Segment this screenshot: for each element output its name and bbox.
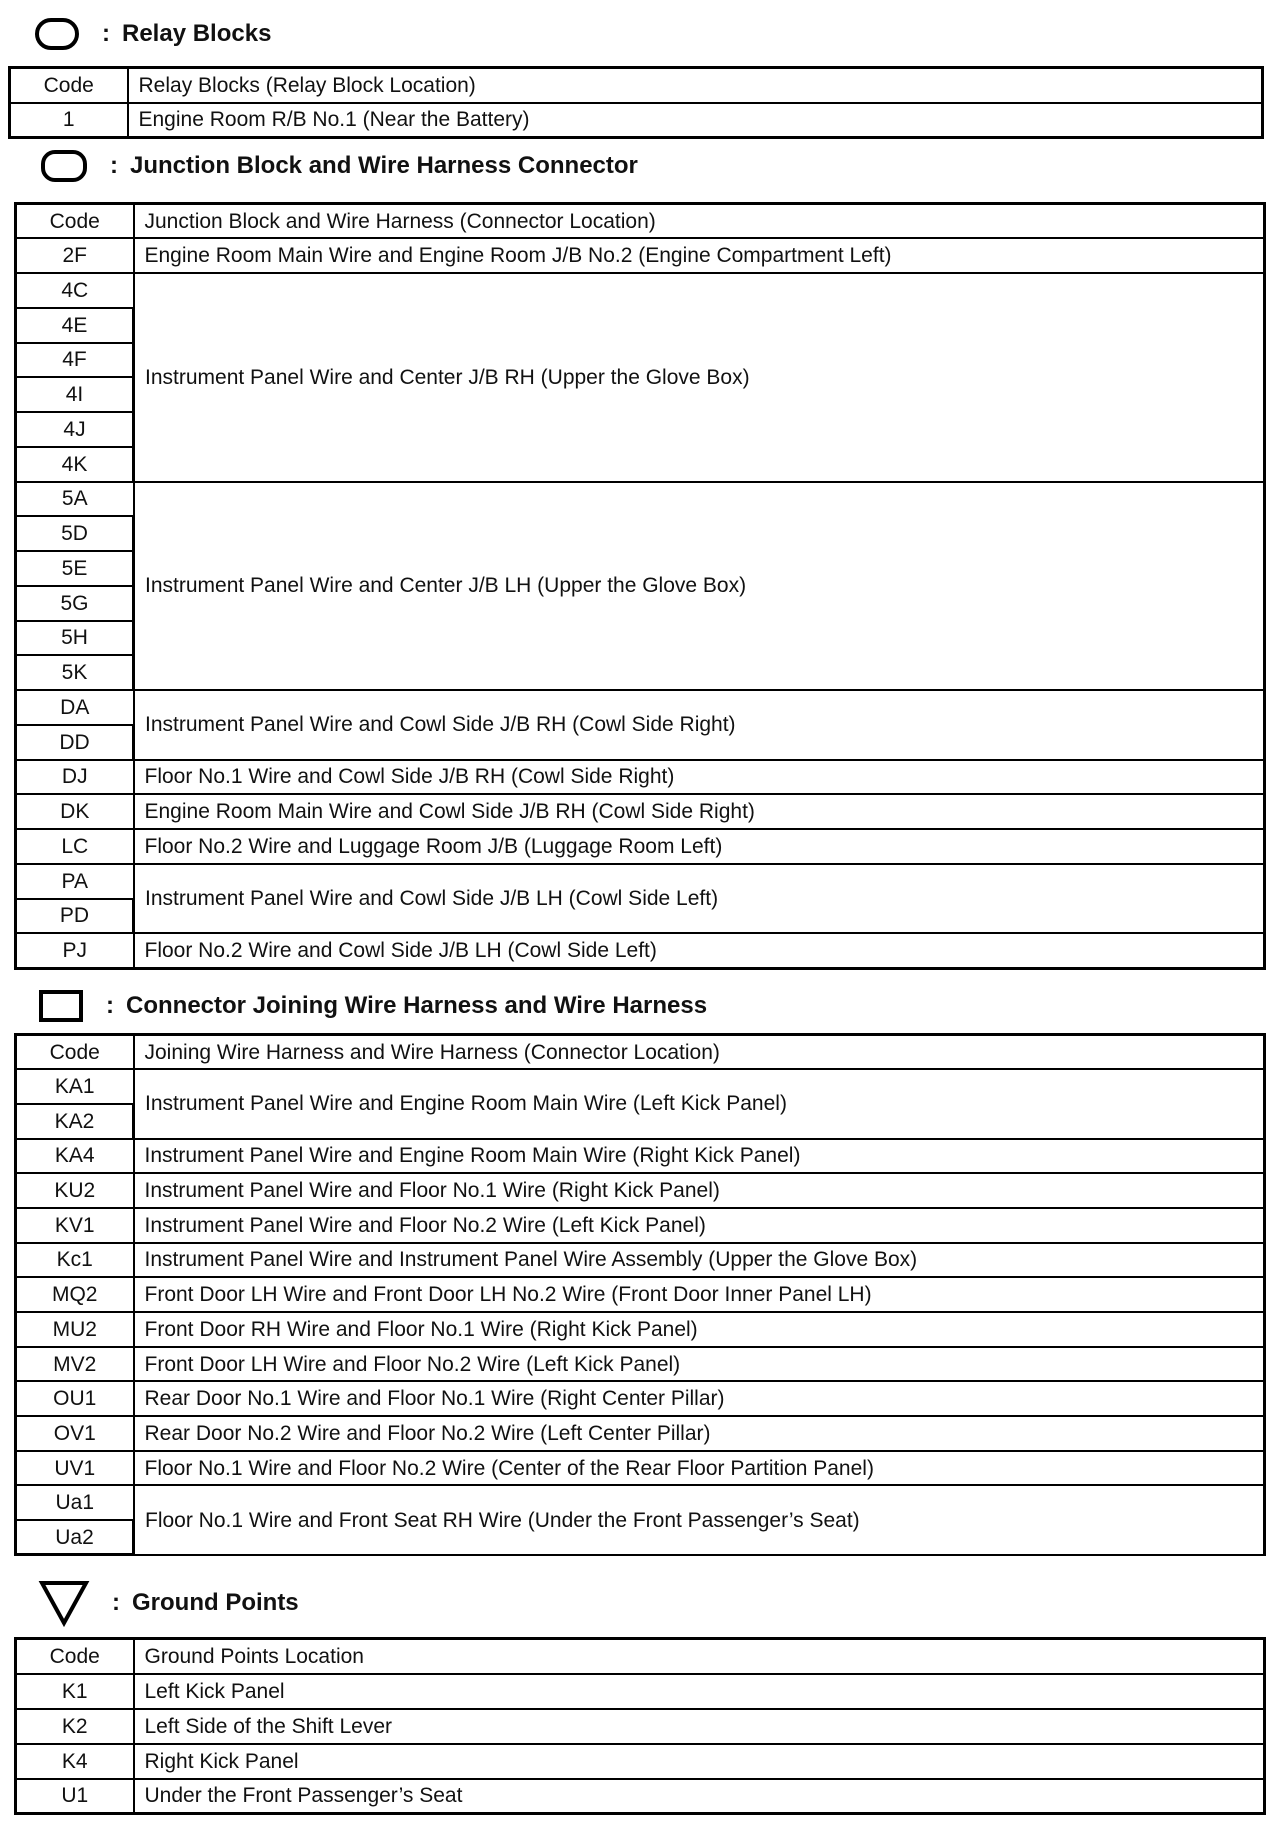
table-row bbox=[16, 690, 1265, 725]
code-cell: PD bbox=[16, 899, 134, 934]
table-row bbox=[16, 1208, 1265, 1243]
code-cell: KU2 bbox=[16, 1173, 134, 1208]
connector-joining-table bbox=[14, 1033, 1266, 1556]
table-row bbox=[16, 933, 1265, 968]
code-cell: KA4 bbox=[16, 1139, 134, 1174]
table-row bbox=[16, 829, 1265, 864]
table-row bbox=[16, 1139, 1265, 1174]
location-cell: Instrument Panel Wire and Floor No.2 Wire (Left Kick Panel) bbox=[134, 1208, 1265, 1243]
location-column-header: Joining Wire Harness and Wire Harness (Connector Location) bbox=[134, 1035, 1265, 1070]
location-column-header: Junction Block and Wire Harness (Connector Location) bbox=[134, 204, 1265, 239]
table-row bbox=[16, 1173, 1265, 1208]
code-cell: 4J bbox=[16, 412, 134, 447]
code-cell: DK bbox=[16, 794, 134, 829]
table-row bbox=[16, 238, 1265, 273]
code-cell: 5K bbox=[16, 655, 134, 690]
table-row bbox=[16, 1069, 1265, 1104]
code-column-header: Code bbox=[16, 1639, 134, 1674]
heading-colon: : bbox=[102, 20, 110, 47]
ground-points-table bbox=[14, 1637, 1266, 1815]
code-cell: MU2 bbox=[16, 1312, 134, 1347]
relay-blocks-table bbox=[8, 66, 1264, 139]
table-row bbox=[16, 1381, 1265, 1416]
code-cell: 4C bbox=[16, 273, 134, 308]
location-cell: Engine Room Main Wire and Engine Room J/B No.2 (Engine Compartment Left) bbox=[134, 238, 1265, 273]
code-cell: K1 bbox=[16, 1674, 134, 1709]
code-cell: 4K bbox=[16, 447, 134, 482]
location-cell: Floor No.1 Wire and Cowl Side J/B RH (Cowl Side Right) bbox=[134, 760, 1265, 795]
location-cell: Under the Front Passenger’s Seat bbox=[134, 1779, 1265, 1814]
location-cell: Rear Door No.2 Wire and Floor No.2 Wire (Left Center Pillar) bbox=[134, 1416, 1265, 1451]
table-row bbox=[16, 760, 1265, 795]
code-cell: 4I bbox=[16, 377, 134, 412]
table-header-row bbox=[16, 1639, 1265, 1674]
code-cell: 5H bbox=[16, 621, 134, 656]
inverted-triangle-icon bbox=[38, 1579, 90, 1627]
location-column-header: Relay Blocks (Relay Block Location) bbox=[128, 68, 1263, 103]
table-row bbox=[16, 273, 1265, 308]
code-cell: 5A bbox=[16, 482, 134, 517]
code-cell: OU1 bbox=[16, 1381, 134, 1416]
heading-colon: : bbox=[106, 992, 114, 1019]
section-title: Junction Block and Wire Harness Connector bbox=[130, 152, 638, 179]
code-cell: U1 bbox=[16, 1779, 134, 1814]
section-heading-junction-block bbox=[40, 146, 638, 186]
table-row bbox=[16, 1347, 1265, 1382]
location-cell: Left Kick Panel bbox=[134, 1674, 1265, 1709]
location-cell: Instrument Panel Wire and Engine Room Main Wire (Left Kick Panel) bbox=[134, 1069, 1265, 1138]
location-cell: Engine Room Main Wire and Cowl Side J/B RH (Cowl Side Right) bbox=[134, 794, 1265, 829]
table-row bbox=[16, 864, 1265, 899]
table-row bbox=[16, 1709, 1265, 1744]
heading-colon: : bbox=[112, 1589, 120, 1616]
table-row bbox=[16, 1674, 1265, 1709]
table-row bbox=[16, 1277, 1265, 1312]
section-heading-ground-points bbox=[38, 1578, 299, 1628]
location-cell: Rear Door No.1 Wire and Floor No.1 Wire (Right Center Pillar) bbox=[134, 1381, 1265, 1416]
section-heading-connector-joining bbox=[38, 986, 707, 1026]
location-cell: Front Door LH Wire and Front Door LH No.2 Wire (Front Door Inner Panel LH) bbox=[134, 1277, 1265, 1312]
code-cell: KV1 bbox=[16, 1208, 134, 1243]
location-cell: Instrument Panel Wire and Instrument Panel Wire Assembly (Upper the Glove Box) bbox=[134, 1243, 1265, 1278]
location-cell: Right Kick Panel bbox=[134, 1744, 1265, 1779]
code-cell: Ua1 bbox=[16, 1485, 134, 1520]
code-cell: Ua2 bbox=[16, 1520, 134, 1555]
code-cell: MV2 bbox=[16, 1347, 134, 1382]
code-cell: PA bbox=[16, 864, 134, 899]
location-cell: Instrument Panel Wire and Floor No.1 Wire (Right Kick Panel) bbox=[134, 1173, 1265, 1208]
table-row bbox=[16, 1451, 1265, 1486]
table-header-row bbox=[16, 1035, 1265, 1070]
location-cell: Front Door LH Wire and Floor No.2 Wire (Left Kick Panel) bbox=[134, 1347, 1265, 1382]
location-cell: Instrument Panel Wire and Cowl Side J/B RH (Cowl Side Right) bbox=[134, 690, 1265, 760]
location-cell: Instrument Panel Wire and Center J/B LH (Upper the Glove Box) bbox=[134, 482, 1265, 691]
location-cell: Engine Room R/B No.1 (Near the Battery) bbox=[128, 103, 1263, 138]
table-row bbox=[16, 794, 1265, 829]
table-header-row bbox=[16, 204, 1265, 239]
location-cell: Instrument Panel Wire and Engine Room Main Wire (Right Kick Panel) bbox=[134, 1139, 1265, 1174]
code-cell: K4 bbox=[16, 1744, 134, 1779]
code-cell: 5D bbox=[16, 516, 134, 551]
code-cell: 4E bbox=[16, 308, 134, 343]
table-row bbox=[16, 1744, 1265, 1779]
code-cell: MQ2 bbox=[16, 1277, 134, 1312]
code-cell: UV1 bbox=[16, 1451, 134, 1486]
code-cell: Kc1 bbox=[16, 1243, 134, 1278]
code-cell: DA bbox=[16, 690, 134, 725]
square-icon bbox=[38, 989, 84, 1023]
table-row bbox=[16, 1779, 1265, 1814]
location-cell: Floor No.2 Wire and Luggage Room J/B (Luggage Room Left) bbox=[134, 829, 1265, 864]
code-cell: K2 bbox=[16, 1709, 134, 1744]
location-cell: Left Side of the Shift Lever bbox=[134, 1709, 1265, 1744]
code-cell: 1 bbox=[10, 103, 128, 138]
location-cell: Instrument Panel Wire and Cowl Side J/B LH (Cowl Side Left) bbox=[134, 864, 1265, 934]
location-column-header: Ground Points Location bbox=[134, 1639, 1265, 1674]
table-header-row bbox=[10, 68, 1263, 103]
code-cell: 4F bbox=[16, 343, 134, 378]
location-cell: Front Door RH Wire and Floor No.1 Wire (Right Kick Panel) bbox=[134, 1312, 1265, 1347]
location-cell: Floor No.2 Wire and Cowl Side J/B LH (Cowl Side Left) bbox=[134, 933, 1265, 968]
location-cell: Floor No.1 Wire and Floor No.2 Wire (Center of the Rear Floor Partition Panel) bbox=[134, 1451, 1265, 1486]
table-row bbox=[16, 1312, 1265, 1347]
code-column-header: Code bbox=[10, 68, 128, 103]
heading-colon: : bbox=[110, 152, 118, 179]
rounded-rectangle-icon bbox=[34, 17, 80, 51]
code-cell: OV1 bbox=[16, 1416, 134, 1451]
section-title: Connector Joining Wire Harness and Wire Harness bbox=[126, 992, 708, 1019]
code-cell: KA1 bbox=[16, 1069, 134, 1104]
code-cell: DD bbox=[16, 725, 134, 760]
location-cell: Floor No.1 Wire and Front Seat RH Wire (Under the Front Passenger’s Seat) bbox=[134, 1485, 1265, 1554]
section-heading-relay-blocks bbox=[34, 14, 271, 54]
oval-icon bbox=[40, 149, 88, 183]
code-cell: 5E bbox=[16, 551, 134, 586]
code-cell: 5G bbox=[16, 586, 134, 621]
table-row bbox=[16, 1416, 1265, 1451]
code-cell: PJ bbox=[16, 933, 134, 968]
section-title: Relay Blocks bbox=[122, 20, 272, 47]
code-column-header: Code bbox=[16, 1035, 134, 1070]
code-column-header: Code bbox=[16, 204, 134, 239]
code-cell: KA2 bbox=[16, 1104, 134, 1139]
table-row bbox=[16, 1485, 1265, 1520]
code-cell: DJ bbox=[16, 760, 134, 795]
code-cell: LC bbox=[16, 829, 134, 864]
junction-block-table bbox=[14, 202, 1266, 970]
table-row bbox=[10, 103, 1263, 138]
section-title: Ground Points bbox=[132, 1589, 299, 1616]
table-row bbox=[16, 482, 1265, 517]
table-row bbox=[16, 1243, 1265, 1278]
code-cell: 2F bbox=[16, 238, 134, 273]
location-cell: Instrument Panel Wire and Center J/B RH (Upper the Glove Box) bbox=[134, 273, 1265, 482]
